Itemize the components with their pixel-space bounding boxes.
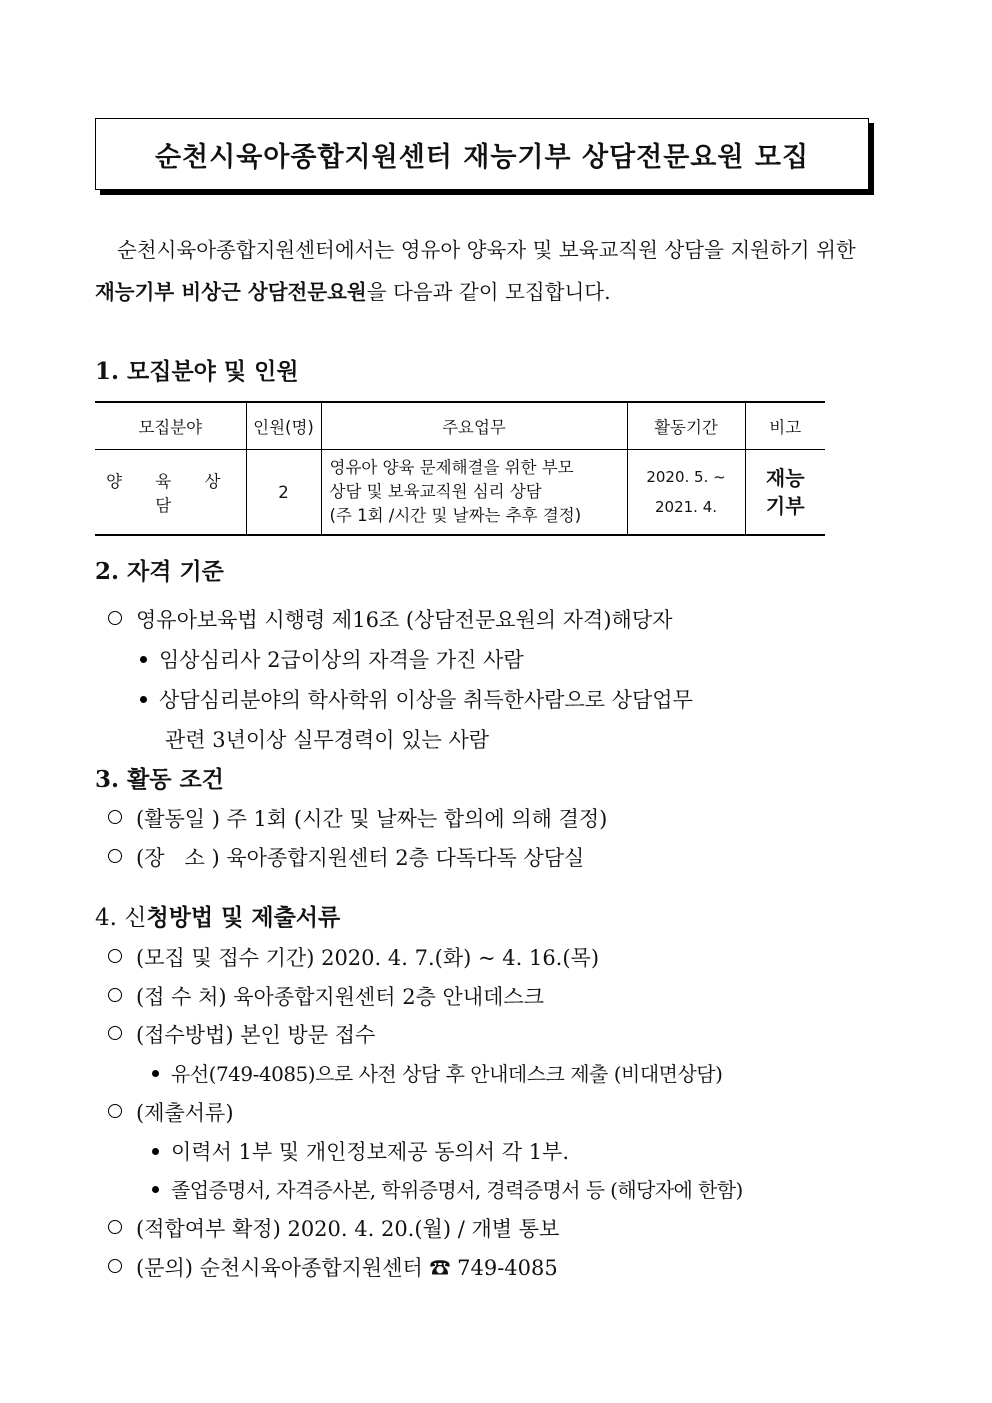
heading-bold: 청방법 및 제출서류 [146, 904, 341, 931]
apply-text: (접수방법) 본인 방문 접수 [136, 1023, 376, 1047]
dot-bullet-icon [140, 656, 147, 663]
note-line-2: 기부 [765, 494, 805, 518]
intro-rest: 을 다음과 같이 모집합니다. [366, 280, 611, 304]
apply-item-confirm [108, 1214, 559, 1244]
circle-bullet-icon [108, 949, 122, 963]
section-2-heading: 2. 자격 기준 [95, 558, 224, 585]
apply-bullet-phone [152, 1059, 722, 1089]
period-line-1: 2020. 5. ~ [646, 468, 726, 486]
table-header-row [95, 402, 825, 450]
condition-item-2 [108, 843, 584, 873]
apply-item-period [108, 943, 599, 973]
qualification-bullet-1 [140, 645, 524, 675]
cell-period [627, 450, 745, 536]
circle-bullet-icon [108, 1026, 122, 1040]
dot-bullet-icon [152, 1148, 159, 1155]
bullet-text: 임상심리사 2급이상의 자격을 가진 사람 [159, 648, 524, 672]
circle-bullet-icon [108, 988, 122, 1002]
dot-bullet-icon [140, 696, 147, 703]
circle-bullet-icon [108, 1220, 122, 1234]
section-4-heading [95, 903, 340, 933]
apply-bullet-resume [152, 1137, 569, 1167]
cell-note [745, 450, 825, 536]
qualification-bullet-2 [140, 685, 693, 715]
apply-text: (적합여부 확정) 2020. 4. 20.(월) / 개별 통보 [136, 1217, 560, 1241]
qualification-continuation: 관련 3년이상 실무경력이 있는 사람 [165, 728, 490, 752]
duty-line-3: (주 1회 /시간 및 날짜는 추후 결정) [329, 506, 582, 525]
condition-text: (활동일 ) 주 1회 (시간 및 날짜는 합의에 의해 결정) [136, 807, 608, 831]
table-row [95, 450, 825, 536]
apply-item-documents [108, 1098, 234, 1128]
apply-item-place [108, 982, 544, 1012]
circle-bullet-icon [108, 810, 122, 824]
header-count: 인원(명) [246, 402, 321, 450]
qualification-text: 영유아보육법 시행령 제16조 (상담전문요원의 자격)해당자 [136, 608, 673, 632]
header-period: 활동기간 [627, 402, 745, 450]
apply-bullet-certificates [152, 1175, 743, 1205]
apply-text: 졸업증명서, 자격증사본, 학위증명서, 경력증명서 등 (해당자에 한함) [171, 1178, 743, 1202]
heading-prefix: 4. 신 [95, 905, 147, 931]
title-box [95, 118, 869, 190]
condition-text: (장 소 ) 육아종합지원센터 2층 다독다독 상담실 [136, 846, 585, 870]
condition-item-1 [108, 804, 607, 834]
dot-bullet-icon [152, 1070, 159, 1077]
apply-item-contact [108, 1253, 558, 1283]
header-duty: 주요업무 [321, 402, 627, 450]
dot-bullet-icon [152, 1186, 159, 1193]
apply-text: 이력서 1부 및 개인정보제공 동의서 각 1부. [171, 1140, 570, 1164]
apply-text: (문의) 순천시육아종합지원센터 ☎ 749-4085 [136, 1256, 558, 1280]
bullet-text: 상담심리분야의 학사학위 이상을 취득한사람으로 상담업무 [159, 688, 693, 712]
qualification-item [108, 605, 672, 635]
intro-line-2 [95, 278, 900, 306]
section-3-heading: 3. 활동 조건 [95, 766, 224, 793]
duty-line-2: 상담 및 보육교직원 심리 상담 [329, 482, 542, 501]
apply-text: (제출서류) [136, 1101, 234, 1125]
cell-count: 2 [246, 450, 321, 536]
page-title: 순천시육아종합지원센터 재능기부 상담전문요원 모집 [154, 141, 810, 173]
header-field: 모집분야 [95, 402, 246, 450]
apply-text: (모집 및 접수 기간) 2020. 4. 7.(화) ~ 4. 16.(목) [136, 946, 600, 970]
section-1-heading: 1. 모집분야 및 인원 [95, 358, 299, 385]
period-line-2: 2021. 4. [654, 498, 718, 516]
circle-bullet-icon [108, 849, 122, 863]
circle-bullet-icon [108, 611, 122, 625]
apply-text: (접 수 처) 육아종합지원센터 2층 안내데스크 [136, 985, 544, 1009]
note-line-1: 재능 [765, 466, 805, 490]
intro-line-1: 순천시육아종합지원센터에서는 영유아 양육자 및 보육교직원 상담을 지원하기 위한 [117, 238, 856, 262]
circle-bullet-icon [108, 1104, 122, 1118]
apply-text: 유선(749-4085)으로 사전 상담 후 안내데스크 제출 (비대면상담) [171, 1062, 723, 1086]
intro-bold: 재능기부 비상근 상담전문요원 [95, 280, 367, 304]
circle-bullet-icon [108, 1259, 122, 1273]
cell-field: 양 육 상 담 [95, 450, 246, 536]
header-note: 비고 [745, 402, 825, 450]
cell-duty [321, 450, 627, 536]
recruit-table [95, 401, 825, 536]
apply-item-method [108, 1020, 375, 1050]
duty-line-1: 영유아 양육 문제해결을 위한 부모 [329, 458, 574, 477]
